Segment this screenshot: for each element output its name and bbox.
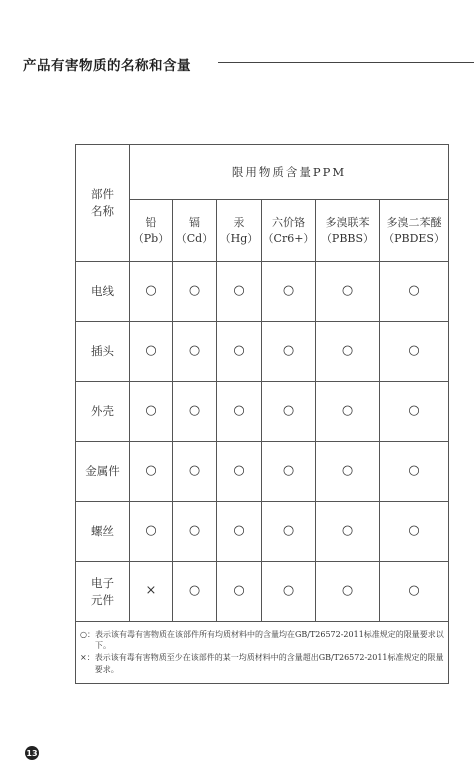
part-name-header-line-1: 部件 [91,187,114,202]
substance-status-cell: ○ [380,322,449,382]
substance-status-cell: ○ [217,382,262,442]
substance-name: 多溴二苯醚 [386,215,442,229]
substance-status-cell: ○ [130,382,173,442]
substance-status-cell: ○ [217,322,262,382]
notes-cell [76,622,449,684]
substance-symbol: （Cd） [175,231,214,245]
part-name-line: 外壳 [91,404,114,419]
substance-status-cell: ○ [217,562,262,622]
substance-status-cell: ○ [316,562,380,622]
part-name-cell [76,262,130,322]
substance-status-cell: ○ [316,262,380,322]
substance-header [262,200,316,262]
substance-status-cell: ○ [262,502,316,562]
substance-header [316,200,380,262]
substance-status-cell: ○ [316,322,380,382]
substance-header [173,200,217,262]
page-number-badge: 13 [25,746,39,760]
part-name-cell [76,382,130,442]
part-name-line: 电子 [91,575,114,590]
note-text: 表示该有毒有害物质在该部件所有均质材料中的含量均在GB/T26572-2011标准规定的限量要求以下。 [94,629,444,651]
part-name-header [76,145,130,262]
part-name-line: 电线 [91,284,114,299]
substance-status-cell: ○ [262,382,316,442]
title-divider [218,62,474,63]
substance-status-cell: ○ [380,382,449,442]
part-name-cell [76,562,130,622]
substance-status-cell: ○ [217,502,262,562]
substance-name: 镉 [189,215,200,229]
substance-name: 汞 [233,215,245,229]
substance-status-cell: ○ [173,382,217,442]
part-name-line: 螺丝 [91,524,114,539]
substance-status-cell: ○ [130,442,173,502]
substance-symbol: （Pb） [132,231,170,245]
table-row [76,262,449,322]
note-mark: ○： [80,629,95,639]
substance-status-cell: ○ [173,262,217,322]
note-text: 表示该有毒有害物质至少在该部件的某一均质材料中的含量超出GB/T26572-2011标准规定的限量要求。 [94,653,444,674]
substance-status-cell: ○ [380,502,449,562]
part-name-line: 元件 [91,592,114,607]
substance-status-cell: ○ [316,382,380,442]
substance-status-cell: ○ [316,502,380,562]
table-row [76,502,449,562]
substance-symbol: （PBBS） [320,231,375,245]
substance-status-cell: ○ [380,442,449,502]
substance-name: 铅 [145,215,157,229]
part-name-line: 插头 [91,344,114,359]
part-name-cell [76,322,130,382]
substance-status-cell: ○ [262,322,316,382]
substance-status-cell: ○ [173,442,217,502]
note-mark: ×： [80,653,95,662]
substance-symbol: （Cr6+） [262,231,315,245]
part-name-cell [76,502,130,562]
limit-header: 限用物质含量PPM [130,145,449,200]
substance-status-cell: ○ [130,262,173,322]
substance-status-cell: ○ [262,562,316,622]
substance-header [130,200,173,262]
note-line [80,652,444,675]
substance-symbol: （Hg） [219,231,259,245]
page-title: 产品有害物质的名称和含量 [23,58,191,74]
substance-header [217,200,262,262]
part-name-cell [76,442,130,502]
substance-status-cell: ○ [217,262,262,322]
part-name-header-line-2: 名称 [91,204,114,218]
table-row [76,322,449,382]
note-line [80,629,444,652]
substance-status-cell: ○ [217,442,262,502]
substance-name: 六价铬 [272,215,305,229]
substance-name: 多溴联苯 [325,215,370,229]
hazardous-substances-table [75,144,449,684]
substance-status-cell: ○ [262,262,316,322]
table-row [76,382,449,442]
substance-status-cell: ○ [130,322,173,382]
substance-status-cell: ○ [173,562,217,622]
table-row [76,442,449,502]
substance-header [380,200,449,262]
substance-status-cell: × [130,562,173,622]
substance-symbol: （PBDES） [383,231,445,245]
substance-status-cell: ○ [130,502,173,562]
table-row [76,562,449,622]
substance-status-cell: ○ [173,322,217,382]
substance-status-cell: ○ [316,442,380,502]
part-name-line: 金属件 [85,464,120,479]
substance-status-cell: ○ [173,502,217,562]
substance-status-cell: ○ [380,262,449,322]
substance-status-cell: ○ [380,562,449,622]
substance-status-cell: ○ [262,442,316,502]
